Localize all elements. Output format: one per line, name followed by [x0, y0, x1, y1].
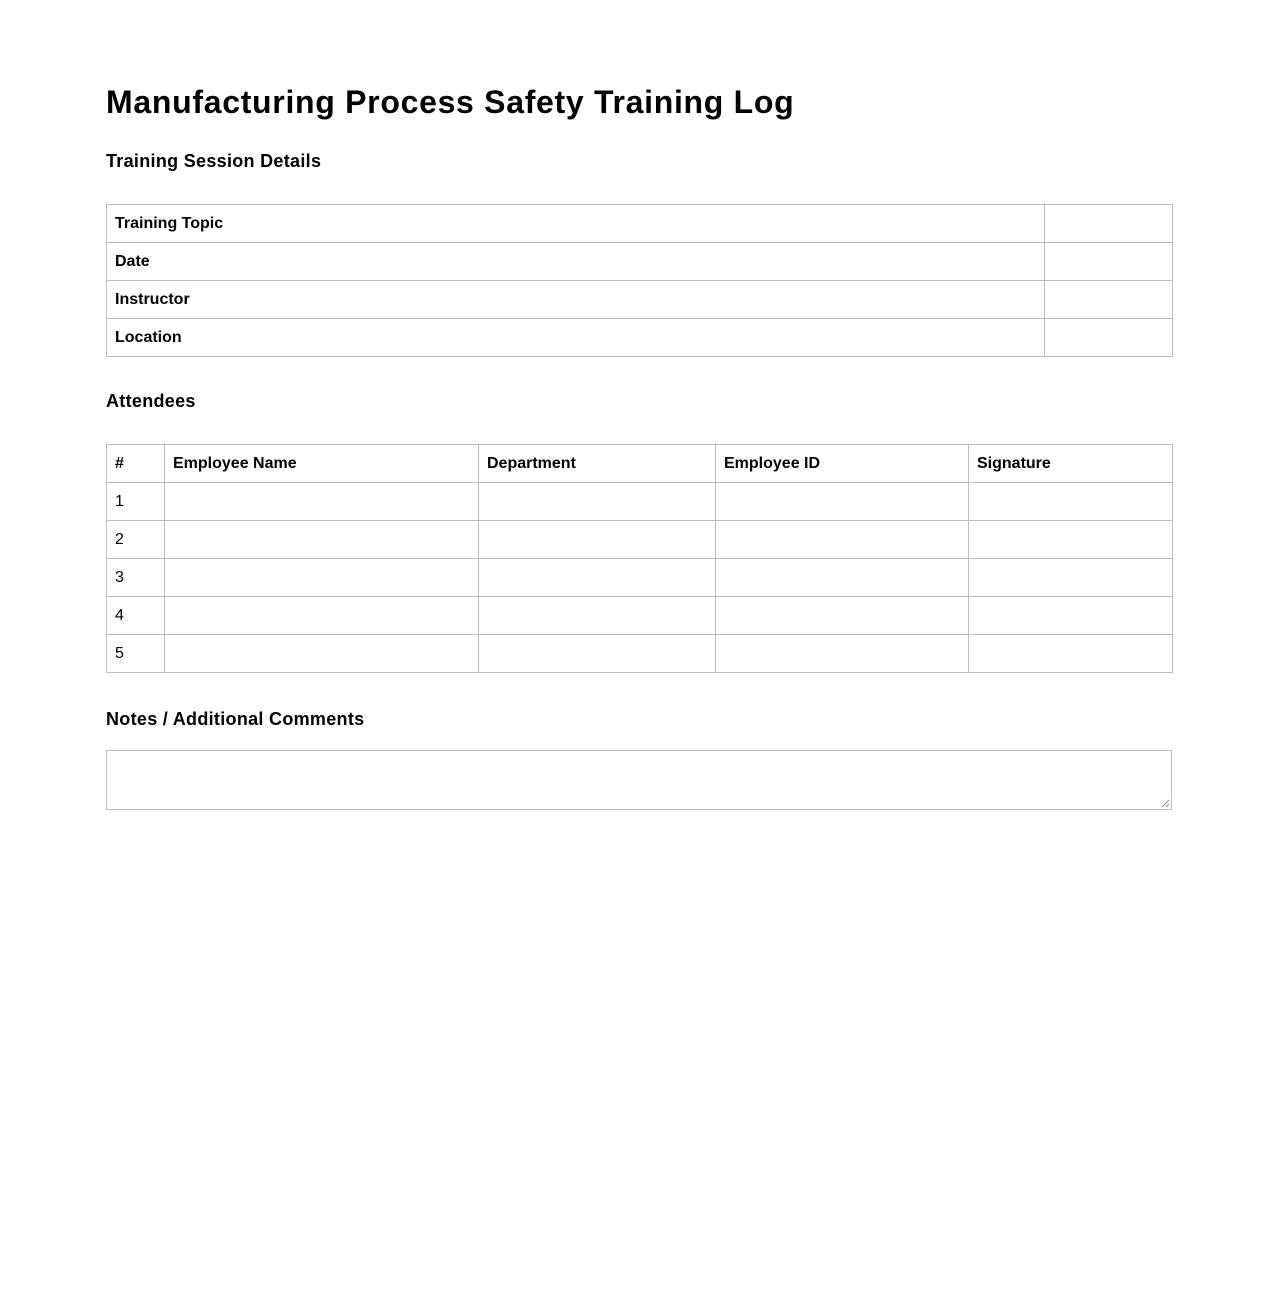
training-topic-value[interactable] [1045, 205, 1173, 243]
table-row [107, 597, 1173, 635]
session-row-instructor [107, 281, 1173, 319]
signature-cell[interactable] [969, 521, 1173, 559]
column-header-employee-name: Employee Name [165, 445, 479, 483]
session-row-training-topic [107, 205, 1173, 243]
date-label: Date [107, 243, 1045, 281]
employee-id-cell[interactable] [716, 521, 969, 559]
employee-name-cell[interactable] [165, 597, 479, 635]
row-number: 2 [107, 521, 165, 559]
employee-id-cell[interactable] [716, 597, 969, 635]
signature-cell[interactable] [969, 559, 1173, 597]
date-value[interactable] [1045, 243, 1173, 281]
column-header-department: Department [479, 445, 716, 483]
department-cell[interactable] [479, 635, 716, 673]
page-title: Manufacturing Process Safety Training Log [106, 84, 795, 120]
employee-id-cell[interactable] [716, 483, 969, 521]
department-cell[interactable] [479, 521, 716, 559]
employee-name-cell[interactable] [165, 483, 479, 521]
row-number: 3 [107, 559, 165, 597]
location-value[interactable] [1045, 319, 1173, 357]
department-cell[interactable] [479, 483, 716, 521]
attendees-heading: Attendees [106, 391, 196, 411]
employee-name-cell[interactable] [165, 635, 479, 673]
notes-heading: Notes / Additional Comments [106, 709, 365, 729]
employee-id-cell[interactable] [716, 559, 969, 597]
training-topic-label: Training Topic [107, 205, 1045, 243]
employee-name-cell[interactable] [165, 521, 479, 559]
department-cell[interactable] [479, 597, 716, 635]
notes-textarea[interactable] [106, 750, 1172, 810]
row-number: 4 [107, 597, 165, 635]
attendees-table [106, 444, 1173, 673]
session-row-location [107, 319, 1173, 357]
employee-id-cell[interactable] [716, 635, 969, 673]
table-row [107, 483, 1173, 521]
column-header-employee-id: Employee ID [716, 445, 969, 483]
signature-cell[interactable] [969, 483, 1173, 521]
session-details-heading: Training Session Details [106, 151, 322, 171]
table-row [107, 559, 1173, 597]
instructor-label: Instructor [107, 281, 1045, 319]
session-details-table [106, 204, 1173, 357]
row-number: 1 [107, 483, 165, 521]
column-header-signature: Signature [969, 445, 1173, 483]
department-cell[interactable] [479, 559, 716, 597]
employee-name-cell[interactable] [165, 559, 479, 597]
instructor-value[interactable] [1045, 281, 1173, 319]
table-row [107, 635, 1173, 673]
signature-cell[interactable] [969, 597, 1173, 635]
location-label: Location [107, 319, 1045, 357]
column-header-number: # [107, 445, 165, 483]
session-row-date [107, 243, 1173, 281]
resize-grip-icon[interactable] [1161, 799, 1170, 808]
row-number: 5 [107, 635, 165, 673]
attendees-header-row [107, 445, 1173, 483]
table-row [107, 521, 1173, 559]
signature-cell[interactable] [969, 635, 1173, 673]
